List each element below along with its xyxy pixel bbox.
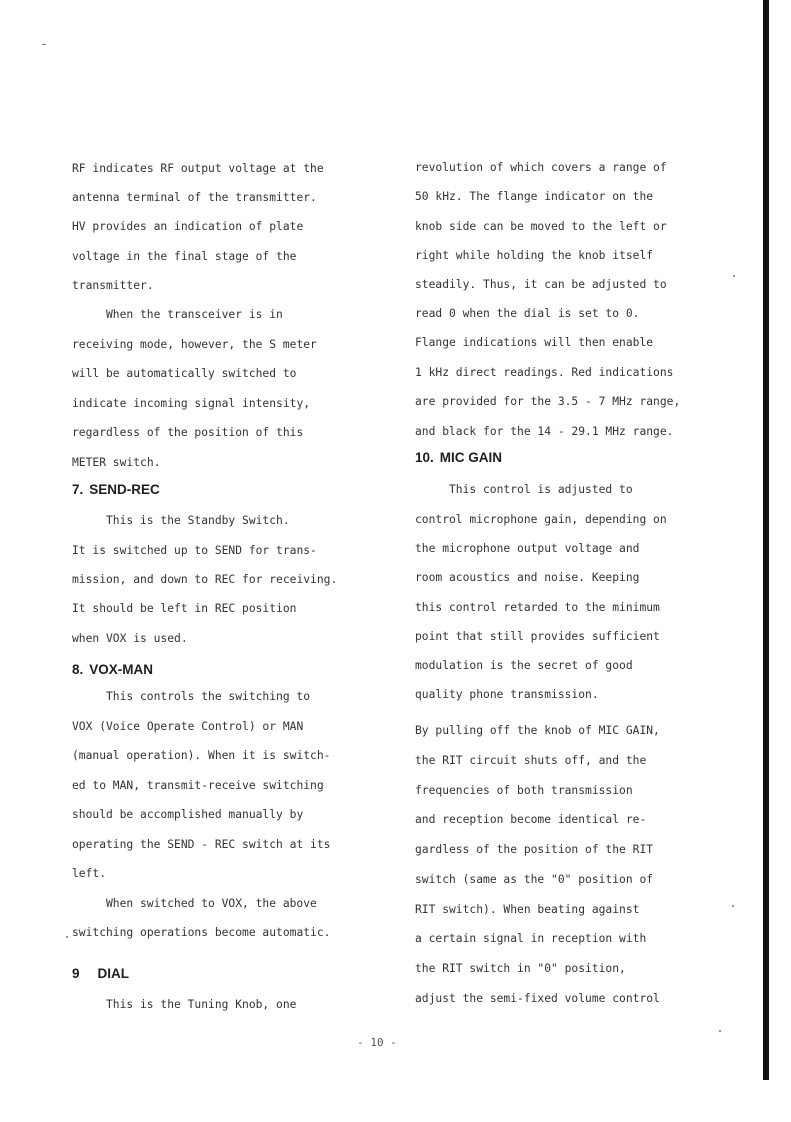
text-line: transmitter. xyxy=(72,279,154,292)
text-line: left. xyxy=(72,867,107,880)
scan-speck xyxy=(719,1030,721,1032)
text-line: revolution of which covers a range of xyxy=(415,161,667,174)
text-line: receiving mode, however, the S meter xyxy=(72,338,317,351)
text-line: the microphone output voltage and xyxy=(415,542,640,555)
section-number: 7. xyxy=(72,482,84,497)
section-title: DIAL xyxy=(97,966,130,981)
text-line: mission, and down to REC for receiving. xyxy=(72,573,338,586)
text-line: regardless of the position of this xyxy=(72,426,304,439)
text-line: RF indicates RF output voltage at the xyxy=(72,162,324,175)
section-number: 10. xyxy=(415,450,434,465)
text-line: this control retarded to the minimum xyxy=(415,601,660,614)
text-line: indicate incoming signal intensity, xyxy=(72,397,311,410)
text-line: control microphone gain, depending on xyxy=(415,513,667,526)
section-title: VOX-MAN xyxy=(89,662,154,677)
section-title: SEND-REC xyxy=(89,482,160,497)
text-line: (manual operation). When it is switch- xyxy=(72,749,331,762)
text-line: read 0 when the dial is set to 0. xyxy=(415,307,640,320)
text-line: when VOX is used. xyxy=(72,632,188,645)
text-line: the RIT switch in "0" position, xyxy=(415,962,626,975)
section-title: MIC GAIN xyxy=(439,450,503,465)
text-line: Flange indications will then enable xyxy=(415,336,654,349)
text-line: and black for the 14 - 29.1 MHz range. xyxy=(415,425,674,438)
section-heading-10 xyxy=(415,450,502,466)
text-line: steadily. Thus, it can be adjusted to xyxy=(415,278,667,291)
scan-edge-shadow xyxy=(763,0,769,1080)
text-line: This control is adjusted to xyxy=(449,483,633,496)
scan-speck xyxy=(733,275,735,277)
text-line: knob side can be moved to the left or xyxy=(415,220,667,233)
scan-speck xyxy=(42,44,46,45)
text-line: point that still provides sufficient xyxy=(415,630,660,643)
text-line: and reception become identical re- xyxy=(415,813,647,826)
text-line: This controls the switching to xyxy=(106,690,311,703)
scan-speck xyxy=(732,905,734,907)
section-heading-7 xyxy=(72,482,160,498)
text-line: HV provides an indication of plate xyxy=(72,220,304,233)
text-line: are provided for the 3.5 - 7 MHz range, xyxy=(415,395,681,408)
text-line: This is the Tuning Knob, one xyxy=(106,998,297,1011)
section-number: 8. xyxy=(72,662,84,677)
text-line: This is the Standby Switch. xyxy=(106,514,290,527)
section-heading-8 xyxy=(72,662,153,678)
text-line: adjust the semi-fixed volume control xyxy=(415,992,660,1005)
section-heading-9 xyxy=(72,966,129,982)
text-line: It should be left in REC position xyxy=(72,602,297,615)
text-line: VOX (Voice Operate Control) or MAN xyxy=(72,720,304,733)
scan-speck xyxy=(66,936,68,938)
text-line: METER switch. xyxy=(72,456,161,469)
text-line: switch (same as the "0" position of xyxy=(415,873,654,886)
text-line: switching operations become automatic. xyxy=(72,926,331,939)
page-number: - 10 - xyxy=(357,1036,397,1049)
text-line: When switched to VOX, the above xyxy=(106,897,317,910)
text-line: operating the SEND - REC switch at its xyxy=(72,838,331,851)
text-line: a certain signal in reception with xyxy=(415,932,647,945)
text-line: 1 kHz direct readings. Red indications xyxy=(415,366,674,379)
text-line: will be automatically switched to xyxy=(72,367,297,380)
text-line: frequencies of both transmission xyxy=(415,784,633,797)
text-line: ed to MAN, transmit-receive switching xyxy=(72,779,324,792)
text-line: It is switched up to SEND for trans- xyxy=(72,544,317,557)
text-line: the RIT circuit shuts off, and the xyxy=(415,754,647,767)
text-line: RIT switch). When beating against xyxy=(415,903,640,916)
text-line: antenna terminal of the transmitter. xyxy=(72,191,317,204)
text-line: When the transceiver is in xyxy=(106,308,283,321)
text-line: By pulling off the knob of MIC GAIN, xyxy=(415,724,660,737)
text-line: 50 kHz. The flange indicator on the xyxy=(415,190,654,203)
text-line: quality phone transmission. xyxy=(415,688,599,701)
text-line: modulation is the secret of good xyxy=(415,659,633,672)
text-line: right while holding the knob itself xyxy=(415,249,654,262)
text-line: room acoustics and noise. Keeping xyxy=(415,571,640,584)
section-number: 9 xyxy=(72,966,80,981)
text-line: voltage in the final stage of the xyxy=(72,250,297,263)
text-line: gardless of the position of the RIT xyxy=(415,843,654,856)
text-line: should be accomplished manually by xyxy=(72,808,304,821)
